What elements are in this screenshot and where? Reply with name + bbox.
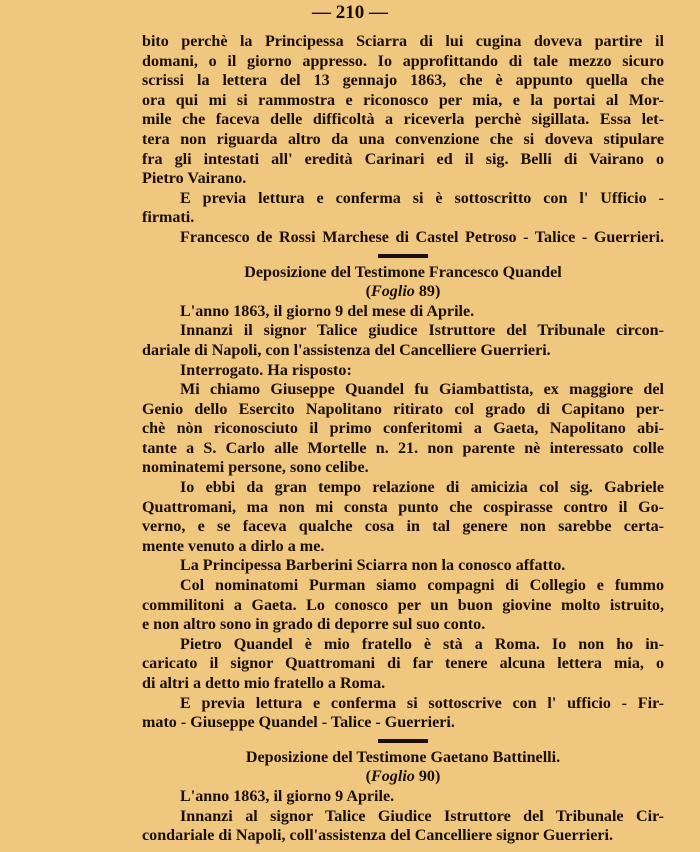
text-line: Pietro Vairano.	[142, 170, 247, 188]
folio-word: Foglio	[371, 768, 415, 786]
text-line: condariale di Napoli, coll'assistenza del Cancelliere signor Guerrieri.	[142, 827, 613, 845]
text-line: tante a S. Carlo alle Mortelle n. 21. non parente nè interessato colle	[142, 439, 664, 457]
text-line: mente venuto a dirlo a me.	[142, 537, 325, 555]
text-line: La Principessa Barberini Sciarra non la conosco affatto.	[180, 557, 566, 575]
section-title: Deposizione del Testimone Francesco Quandel	[244, 263, 562, 281]
text-line: Interrogato. Ha risposto:	[180, 361, 352, 379]
text-line: E previa lettura e conferma si sottoscrive con l' ufficio - Fir-	[180, 694, 664, 712]
text-line: scrissi la lettera del 13 gennajo 1863, che è appunto quella che	[142, 72, 664, 90]
text-line: Pietro Quandel è mio fratello è stà a Roma. Io non ho in-	[180, 635, 664, 653]
text-line: Quattromani, ma non mi consta punto che cospirasse contro il Go-	[142, 498, 664, 516]
text-line: Col nominatomi Purman siamo compagni di Collegio e fummo	[180, 577, 664, 595]
text-line: bito perchè la Principessa Sciarra di lui cugina doveva partire il	[142, 33, 664, 50]
folio-paren: (	[365, 283, 372, 301]
section-divider	[378, 739, 428, 743]
text-line: L'anno 1863, il giorno 9 del mese di Aprile.	[180, 302, 475, 320]
folio-paren: (	[365, 768, 372, 786]
text-line: verno, e se faceva qualche cosa in tal genere non sarebbe certa-	[142, 518, 664, 536]
text-line: di altri a detto mio fratello a Roma.	[142, 675, 386, 692]
section-divider	[378, 254, 428, 258]
text-line: Genio dello Esercito Napolitano ritirato col grado di Capitano per-	[142, 400, 664, 418]
body-text	[142, 32, 664, 846]
page-number: — 210 —	[312, 2, 388, 23]
text-line: fra gli intestati all' eredità Carinari ed il sig. Belli di Vairano o	[142, 150, 664, 168]
folio-number: 90)	[414, 768, 441, 786]
text-line: Mi chiamo Giuseppe Quandel fu Giambattista, ex maggiore del	[180, 381, 664, 399]
text-line: nominatemi persone, sono celibe.	[142, 459, 369, 477]
text-line: chè nòn riconosciuto il primo conferitomi a Gaeta, Napolitano abi-	[142, 420, 664, 438]
section-title: Deposizione del Testimone Gaetano Battinelli.	[245, 748, 561, 766]
signature-line: mato - Giuseppe Quandel - Talice - Guerrieri.	[142, 714, 455, 732]
text-line: Innanzi al signor Talice Giudice Istruttore del Tribunale Cir-	[180, 807, 664, 825]
text-line: e non altro sono in grado di deporre sul suo conto.	[142, 616, 486, 634]
folio-word: Foglio	[371, 283, 415, 301]
text-line: Innanzi il signor Talice giudice Istruttore del Tribunale circon-	[180, 322, 664, 340]
text-line: ora qui mi si rammostra e riconosco per mia, e la portai al Mor-	[142, 91, 664, 109]
folio-reference	[142, 767, 664, 787]
text-line: L'anno 1863, il giorno 9 Aprile.	[180, 787, 395, 805]
text-line: caricato il signor Quattromani di far tenere alcuna lettera mia, o	[142, 655, 664, 673]
signature-line: Francesco de Rossi Marchese di Castel Petroso - Talice - Guerrieri.	[180, 228, 664, 246]
text-line: tera non riguarda altro da una convenzione che si doveva stipulare	[142, 130, 664, 148]
text-line: E previa lettura e conferma si è sottoscritto con l' Ufficio -	[180, 189, 664, 207]
text-line: dariale di Napoli, con l'assistenza del Cancelliere Guerrieri.	[142, 341, 551, 359]
text-line: commilitoni a Gaeta. Lo conosco per un buon giovine molto istruito,	[142, 596, 664, 614]
text-line: Io ebbi da gran tempo relazione di amicizia col sig. Gabriele	[180, 479, 664, 497]
text-line: firmati.	[142, 209, 195, 227]
text-line: mile che faceva delle difficoltà a riceverla perchè sigillata. Essa let-	[142, 111, 664, 129]
text-line: domani, o il giorno appresso. Io approfittando di tale mezzo sicuro	[142, 52, 664, 70]
folio-number: 89)	[414, 283, 441, 301]
folio-reference	[142, 282, 664, 302]
